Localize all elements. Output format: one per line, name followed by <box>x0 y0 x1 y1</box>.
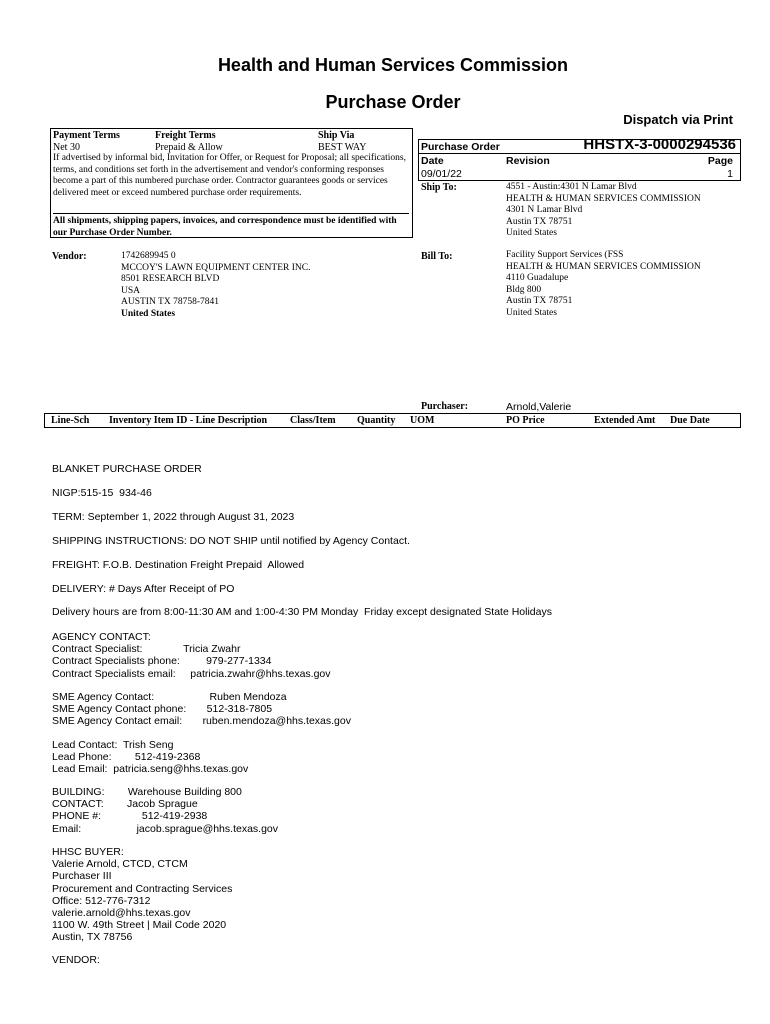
po-box-divider <box>418 153 741 154</box>
vendor-country: United States <box>121 308 176 319</box>
vendor-line: 1742689945 0 <box>121 251 176 261</box>
column-header-top-rule <box>44 413 741 414</box>
col-due-date: Due Date <box>670 415 710 426</box>
vendor-line: USA <box>121 285 141 296</box>
sme-contact-block: SME Agency Contact: Ruben Mendoza SME Agency Contact phone: 512-318-7805 SME Agency Contact email: ruben.mendoza@hhs.texas.gov <box>52 691 351 728</box>
date-value: 09/01/22 <box>421 168 462 180</box>
bill-to-line: United States <box>506 307 557 318</box>
blanket-po-line: BLANKET PURCHASE ORDER <box>52 463 202 475</box>
vendor-label: Vendor: <box>52 251 87 262</box>
bill-to-line: HEALTH & HUMAN SERVICES COMMISSION <box>506 261 701 272</box>
col-po-price: PO Price <box>506 415 545 426</box>
document-title: Purchase Order <box>325 92 461 112</box>
column-header-right-edge <box>740 413 741 427</box>
page-label: Page <box>707 155 733 167</box>
vendor-address <box>121 251 310 320</box>
ship-to-label: Ship To: <box>421 182 457 193</box>
vendor-line: AUSTIN TX 78758-7841 <box>121 297 219 307</box>
column-header-bottom-rule <box>44 427 741 428</box>
po-label: Purchase Order <box>421 141 500 153</box>
hhsc-buyer-block: HHSC BUYER: Valerie Arnold, CTCD, CTCM Purchaser III Procurement and Contracting Services Office: 512-776-7312 valerie.arnold@hhs.texas.gov 1100 W. 49th Street | Mail Code 2020 Austin, TX 78756 <box>52 846 233 944</box>
terms-conditions: If advertised by informal bid, Invitation for Offer, or Request for Proposal; all specifications, terms, and conditions set forth in the advertisement and vendor's conforming responses become a part of this numbered purchase order. Contractor guarantees goods or services delivered meet or exceed numbered purchase order requirements. <box>53 153 406 198</box>
ship-to-line: 4301 N Lamar Blvd <box>506 205 583 215</box>
vendor-section-label: VENDOR: <box>52 954 100 966</box>
delivery-hours-line: Delivery hours are from 8:00-11:30 AM and 1:00-4:30 PM Monday Friday except designated State Holidays <box>52 606 552 618</box>
freight-terms-value: Prepaid & Allow <box>155 142 223 153</box>
po-number: HHSTX-3-0000294536 <box>583 136 736 153</box>
delivery-line: DELIVERY: # Days After Receipt of PO <box>52 583 235 595</box>
ship-to-line: 4551 - Austin:4301 N Lamar Blvd <box>506 182 637 192</box>
nigp-line: NIGP:515-15 934-46 <box>52 487 152 499</box>
col-extended-amt: Extended Amt <box>594 415 656 426</box>
ship-via-label: Ship Via <box>318 130 355 141</box>
ship-to-line: Austin TX 78751 <box>506 216 573 227</box>
purchaser-label: Purchaser: <box>421 401 469 412</box>
ship-to-address <box>506 182 701 240</box>
payment-terms-label: Payment Terms <box>53 130 120 141</box>
payment-terms-value: Net 30 <box>53 142 80 153</box>
vendor-line: 8501 RESEARCH BLVD <box>121 274 220 284</box>
bill-to-line: Bldg 800 <box>506 284 542 295</box>
agency-title: Health and Human Services Commission <box>217 55 569 75</box>
bill-to-line: 4110 Guadalupe <box>506 273 569 283</box>
date-label: Date <box>421 155 444 167</box>
terms-box <box>50 128 413 238</box>
dispatch-method: Dispatch via Print <box>623 112 733 127</box>
ship-to-line: United States <box>506 228 557 238</box>
lead-contact-block: Lead Contact: Trish Seng Lead Phone: 512-419-2368 Lead Email: patricia.seng@hhs.texas.gov <box>52 739 249 776</box>
shipping-instructions-line: SHIPPING INSTRUCTIONS: DO NOT SHIP until notified by Agency Contact. <box>52 535 410 547</box>
col-class-item: Class/Item <box>290 415 336 426</box>
freight-terms-label: Freight Terms <box>155 130 216 141</box>
agency-contact-block: AGENCY CONTACT: Contract Specialist: Tricia Zwahr Contract Specialists phone: 979-277-1334 Contract Specialists email: patricia.zwahr@hhs.texas.gov <box>52 631 331 680</box>
bill-to-address <box>506 250 701 319</box>
page-value: 1 <box>727 168 733 180</box>
bill-to-label: Bill To: <box>421 251 453 262</box>
ship-via-value: BEST WAY <box>318 142 367 153</box>
po-number-notice: All shipments, shipping papers, invoices, and correspondence must be identified with our Purchase Order Number. <box>53 213 409 239</box>
ship-to-line: HEALTH & HUMAN SERVICES COMMISSION <box>506 193 701 204</box>
term-line: TERM: September 1, 2022 through August 31, 2023 <box>52 511 295 523</box>
bill-to-line: Austin TX 78751 <box>506 296 573 306</box>
col-line-sch: Line-Sch <box>51 415 90 426</box>
bill-to-line: Facility Support Services (FSS <box>506 250 624 260</box>
col-quantity: Quantity <box>357 415 396 426</box>
building-contact-block: BUILDING: Warehouse Building 800 CONTACT: Jacob Sprague PHONE #: 512-419-2938 Email: jacob.sprague@hhs.texas.gov <box>52 786 279 835</box>
column-header-left-edge <box>44 413 45 427</box>
col-item-description: Inventory Item ID - Line Description <box>109 415 268 426</box>
purchaser-name: Arnold,Valerie <box>506 401 572 413</box>
revision-label: Revision <box>506 155 550 167</box>
freight-line: FREIGHT: F.O.B. Destination Freight Prepaid Allowed <box>52 559 305 571</box>
vendor-line: MCCOY'S LAWN EQUIPMENT CENTER INC. <box>121 262 311 273</box>
col-uom: UOM <box>410 415 435 426</box>
